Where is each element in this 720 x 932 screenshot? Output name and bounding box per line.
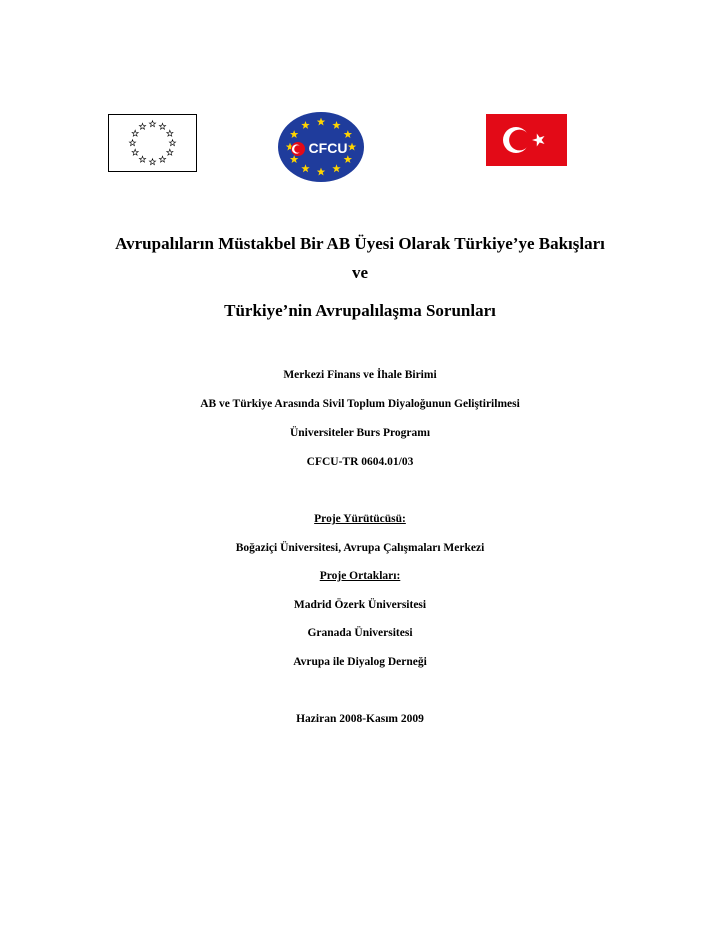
- project-code: CFCU-TR 0604.01/03: [306, 456, 414, 468]
- grant-program: Üniversiteler Burs Programı: [289, 427, 431, 439]
- turkey-flag-logo: [486, 114, 567, 166]
- partner-item: Granada Üniversitesi: [307, 627, 413, 639]
- partner-item: Madrid Özerk Üniversitesi: [293, 599, 427, 611]
- document-title-line-2: ve: [351, 263, 369, 282]
- cfcu-logo: [276, 111, 366, 183]
- executor-name: Boğaziçi Üniversitesi, Avrupa Çalışmaları Merkezi: [235, 542, 485, 554]
- partners-heading: Proje Ortakları:: [319, 570, 401, 582]
- executor-heading: Proje Yürütücüsü:: [314, 513, 406, 525]
- eu-flag-logo: [108, 114, 197, 172]
- program-name: AB ve Türkiye Arasında Sivil Toplum Diyaloğunun Geliştirilmesi: [200, 398, 520, 410]
- partner-item: Avrupa ile Diyalog Derneği: [293, 656, 427, 668]
- cfcu-logo-text: CFCU: [308, 140, 348, 156]
- agency-name: Merkezi Finans ve İhale Birimi: [283, 369, 437, 381]
- document-title-line-1: Avrupalıların Müstakbel Bir AB Üyesi Olarak Türkiye’ye Bakışları: [115, 234, 605, 253]
- project-date: Haziran 2008-Kasım 2009: [296, 713, 424, 725]
- document-title-line-3: Türkiye’nin Avrupalılaşma Sorunları: [224, 301, 496, 320]
